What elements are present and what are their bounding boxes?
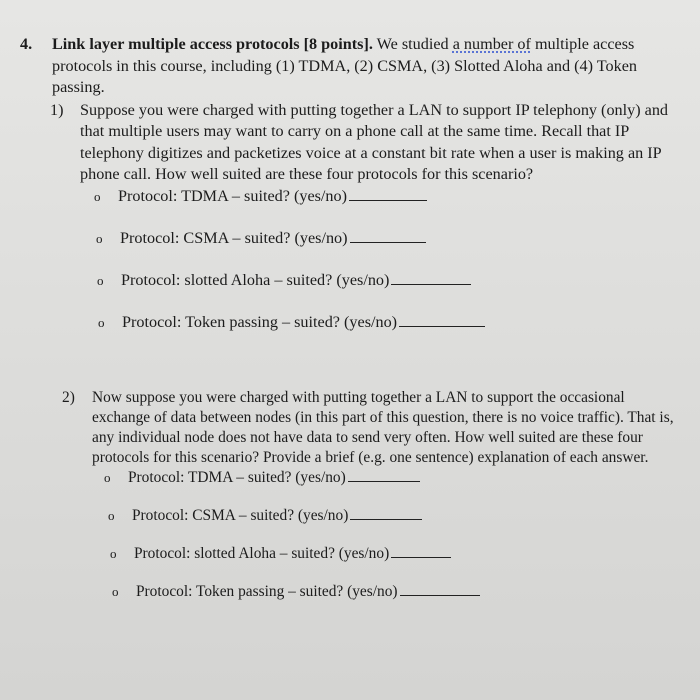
list-item	[98, 312, 680, 354]
list-item	[97, 270, 680, 312]
protocol-prompt: Protocol: CSMA – suited? (yes/no)	[132, 506, 349, 524]
answer-blank[interactable]	[350, 230, 426, 243]
list-item	[108, 506, 680, 544]
question-4	[20, 34, 680, 620]
protocol-prompt: Protocol: TDMA – suited? (yes/no)	[128, 468, 346, 486]
answer-blank[interactable]	[350, 507, 422, 520]
bullet-icon: o	[112, 583, 119, 599]
answer-blank[interactable]	[391, 545, 451, 558]
answer-blank[interactable]	[348, 469, 420, 482]
question-intro-emphasis: a number of	[452, 35, 531, 53]
part-2-text: Now suppose you were charged with putting together a LAN to support the occasional exchange of data between nodes (in this part of this question, there is no voice traffic). That is, any individual node does not have data to send very often. How well suited are these four protocols for this scenario? Provide a brief (e.g. one sentence) explanation of each answer.	[92, 388, 674, 466]
protocol-prompt: Protocol: Token passing – suited? (yes/no)	[136, 582, 398, 600]
question-intro-post: multiple access protocols in this course, including (1) TDMA, (2) CSMA, (3) Slotted Aloha and (4) Token passing.	[52, 35, 638, 96]
bullet-icon: o	[97, 272, 104, 288]
list-item	[94, 186, 680, 228]
part-1-bullet-list	[80, 186, 680, 354]
protocol-prompt: Protocol: Token passing – suited? (yes/no)	[122, 312, 398, 331]
bullet-icon: o	[96, 230, 103, 246]
list-item	[96, 228, 680, 270]
part-2-bullet-list	[92, 468, 680, 620]
question-intro-pre: We studied	[372, 35, 453, 53]
answer-blank[interactable]	[399, 314, 485, 327]
list-item	[112, 582, 680, 620]
answer-blank[interactable]	[349, 188, 427, 201]
protocol-prompt: Protocol: CSMA – suited? (yes/no)	[120, 228, 348, 247]
question-number: 4.	[20, 35, 33, 53]
part-2	[62, 388, 680, 620]
list-item	[110, 544, 680, 582]
question-header	[20, 34, 680, 99]
answer-blank[interactable]	[400, 583, 480, 596]
protocol-prompt: Protocol: slotted Aloha – suited? (yes/no)	[121, 270, 390, 289]
protocol-prompt: Protocol: TDMA – suited? (yes/no)	[118, 186, 348, 205]
part-1-number: 1)	[50, 100, 64, 119]
bullet-icon: o	[108, 507, 115, 523]
question-intro	[52, 34, 680, 99]
bullet-icon: o	[94, 188, 101, 204]
answer-blank[interactable]	[391, 272, 471, 285]
protocol-prompt: Protocol: slotted Aloha – suited? (yes/no)	[134, 544, 390, 562]
bullet-icon: o	[98, 314, 105, 330]
list-item	[104, 468, 680, 506]
question-title: Link layer multiple access protocols [8 points].	[52, 35, 373, 53]
bullet-icon: o	[104, 469, 111, 485]
bullet-icon: o	[110, 545, 117, 561]
part-2-number: 2)	[62, 388, 75, 406]
part-1	[50, 100, 680, 354]
part-1-text: Suppose you were charged with putting together a LAN to support IP telephony (only) and that multiple users may want to carry on a phone call at the same time. Recall that IP telephony digitizes and packetizes voice at a constant bit rate when a user is making an IP phone call. How well suited are these four protocols for this scenario?	[80, 100, 669, 183]
